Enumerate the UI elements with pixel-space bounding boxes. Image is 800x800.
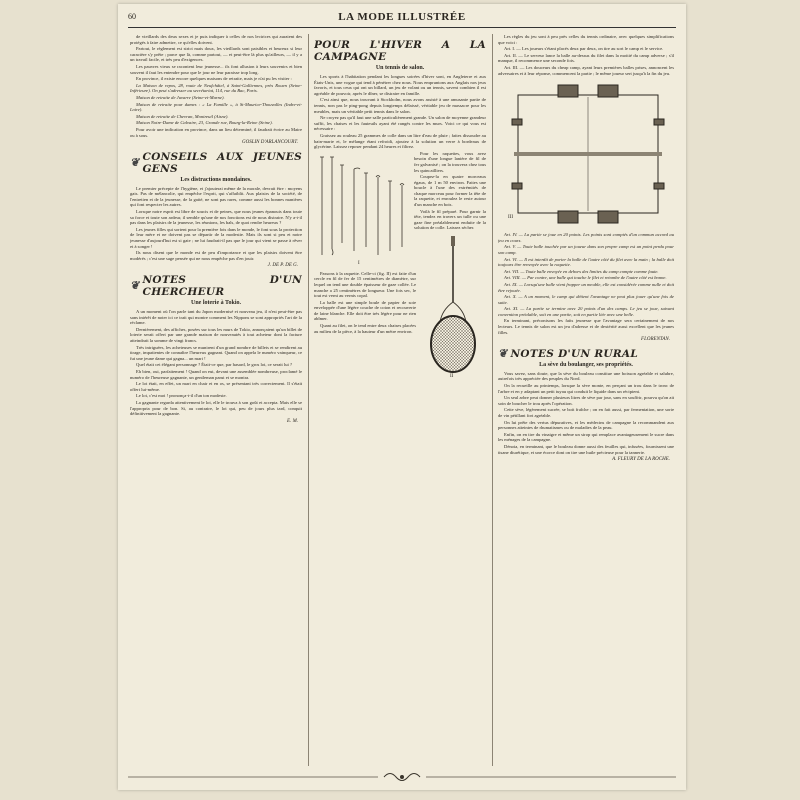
column-rule xyxy=(308,34,309,766)
paragraph: de vieillards des deux sexes et je puis indiquer à celles de nos lectrices qui auraient des protégés à faire admettre, ce qu'elles doivent. xyxy=(130,34,302,45)
journal-title: LA MODE ILLUSTRÉE xyxy=(338,11,466,23)
address-entry: Maison de retraite de Juvarre (Seine-et-Marne). xyxy=(136,94,225,100)
paragraph: Dernièrement, des affiches, posées sur tous les murs de Tokio, annonçaient qu'un billet de loterie serait offert par une grande maison de nouveautés à tout acheteur dont la facture atteindrait la somme de vingt francs. xyxy=(130,326,302,343)
figure-label: II xyxy=(450,374,454,380)
paragraph: Vous savez, sans doute, que la sève du bouleau constitue une boisson agréable et salubre, autrefois très appréciée des peuples du Nord. xyxy=(498,370,674,382)
fleuron-icon: ❦ xyxy=(498,346,508,360)
paragraph: A un moment où l'on parle tant du Japon modernisé et nouveau jeu, il n'est peut-être pas sans intérêt de noter ici ce trait qui montre comment les Nippons se sont appropriés l'art de la réclame. xyxy=(130,309,302,326)
paragraph: Ils nous disent que le monde est de peu d'importance et que les plaisirs doivent être modérés ; c'est une sage pensée qui ne nous empêche pas d'en jouir. xyxy=(130,250,302,261)
paragraph: Pour les raquettes, vous avez besoin d'une longue lanière de fil de fer galvanisé ; on la trouvera chez tous les quincailliers. xyxy=(414,150,486,173)
author-signature: GOSLIN D'ARLANCOURT. xyxy=(242,140,298,146)
paragraph: Eh bien, oui, parfaitement ! Quand on eut, devant une assemblée nombreuse, proclamé le numéro de l'heureuse gagnante, un gentleman parut et se montra. xyxy=(130,368,302,380)
paragraph: Le lot était, en effet, un mari en chair et en os, se présentant très correctement. Il s'était offert lui-même. xyxy=(130,381,302,392)
column-middle xyxy=(314,34,486,766)
author-signature: J. DE P. DE G. xyxy=(267,263,298,269)
address-entry: La Maison de repos, 28, route de Neufchâtel, à Saint-Galliennes, près Rouen (Seine-Inférieure). On peut s'adresser au secrétariat, 114, rue du Bac, Paris. xyxy=(130,82,302,94)
paragraph: Le lot, c'est moi ! prononça-t-il d'un ton modeste. xyxy=(136,393,227,399)
paragraph: Les règles du jeu sont à peu près celles du tennis ordinaire, avec quelques simplifications que voici : xyxy=(498,34,674,45)
page-footer-ornament xyxy=(128,770,676,784)
paragraph: Dénoia, en terminant, que le bouleau donne aussi des feuilles qui, infusées, fournissent une tisane diurétique, et une écorce dont on tire une huile précieuse pour la tannerie. xyxy=(498,443,674,455)
paragraph: Voilà le fil préparé. Pour garnir la tête, tendez en travers un tulle ou une gaze fine préalablement enduite de la solution de colle. Laissez sécher. xyxy=(414,208,486,231)
paragraph: Quel était cet élégant personnage ? Était-ce que, par hasard, le gros lot, ce serait lui ? xyxy=(136,362,292,368)
section-title xyxy=(130,151,302,175)
paragraph: Les pauvres vieux se racontent leur jeunesse... ils font allusion à leurs souvenirs et bien souvent il faut les entendre pour que le jour ne leur paraisse trop long. xyxy=(130,63,302,75)
paragraph: Lorsque notre esprit est libre de soucis et de peines, que nous jeunes épanouis dans toute sa force et toute son ardeur, il semble qu'une de nos fonctions est de nous distraire. N'y a-t-il pas dans les plaisirs de la jeunesse, les réunions, les bals, de quoi rendre heureux ? xyxy=(130,209,302,226)
paragraph: Le premier précepte de l'hygiène, et j'ajouterai même de la morale, devrait être : moyens gais. Pas de mélancolie, qui empêche l'esprit, qui s'affaiblit. Aux plaisirs de la société, de l'entretien et de la jeunesse, de la gaité, ne sont pas rares, comme aussi les bonnes manières qui font respecter les autres. xyxy=(130,185,302,208)
paragraph: Très intriguées, les acheteuses se munirent d'un grand nombre de billets et se rendirent au tirage, impatientes de connaître l'heureux gagnant. Quand on appela le numéro vainqueur, ce fut une jeune dame qui gagna... un mari ! xyxy=(130,344,302,361)
section-title-text: POUR L'HIVER A LA CAMPAGNE xyxy=(314,39,486,63)
paragraph: La balle est une simple boule de papier de soie enveloppée d'une légère couche de coton et recouverte de laine blanche. Elle doit être très légère pour ne rien abîmer. xyxy=(314,299,416,322)
author-signature: FLORENTAN. xyxy=(641,337,670,343)
paragraph: Art. IX. — Lorsqu'une balle vient frapper un meuble, elle est considérée comme nulle et doit être rejouée. xyxy=(498,281,674,293)
fleuron-icon: ❦ xyxy=(130,155,140,169)
paragraph: En province, il existe encore quelques maisons de retraite, mais je n'ai pu les visiter : xyxy=(136,76,292,82)
section-title xyxy=(314,39,486,63)
paragraph: Art. V. — Toute balle touchée par un joueur dans son propre camp est un point perdu pour son camp. xyxy=(498,244,674,255)
column-right xyxy=(498,34,674,766)
paragraph: Ne croyez pas qu'il faut une salle particulièrement grande. Un salon de moyenne grandeur suffit, les chaises et les fauteuils ayant été rangés contre les murs. Voici ce qui vous est nécessaire : xyxy=(314,115,486,132)
figure-court-diagram xyxy=(498,79,674,229)
address-entry: Maison de retraite pour dames : « La Famille », à St-Maurice-Thouvalles (Indre-et-Loire). xyxy=(130,101,302,113)
paragraph: Art. II. — Le serveur lance la balle au-dessus du filet dans la moitié du camp adverse ; s'il manque, il recommence une seconde fois. xyxy=(498,52,674,64)
paragraph: Quant au filet, on le tend entre deux chaises placées au milieu de la pièce, à la hauteur d'un mètre environ. xyxy=(314,323,416,334)
paragraph: En terminant, préconisons les faits jeunesse que l'avantage sera certainement de nos lecteurs. Le tennis de salon est un jeu d'adresse et de dextérité aussi excellent que les jeunes filles. xyxy=(498,318,674,335)
court-diagram-illustration xyxy=(498,79,674,225)
section-title xyxy=(498,348,674,360)
racket-illustration xyxy=(420,232,486,376)
section-title xyxy=(130,274,302,298)
page-header xyxy=(128,11,676,28)
paragraph: Les jeunes filles qui sortent pour la première fois dans le monde, le font sous la protection de leur mère et ne doivent pas se départir de la modestie. Mais ils sont si peu et notre jeunesse d'aujourd'hui est si gaie ; ne lui faudrait-il pas que le jour qui vient se passe à rêver et à songer ! xyxy=(130,226,302,249)
paragraph: Art. X. — A un moment, le camp qui détient l'avantage ne peut plus jouer qu'une fois de suite. xyxy=(498,294,674,305)
fleuron-icon: ❦ xyxy=(130,279,140,292)
section-title-text: NOTES D'UN CHERCHEUR xyxy=(142,274,302,298)
paragraph: On lui prête des vertus dépuratives, et les médecins de campagne la recommandent aux personnes atteintes de rhumatismes ou de maladies de la peau. xyxy=(498,419,674,431)
paragraph: Art. VI. — Il est interdit de porter la balle de l'autre côté du filet avec la main ; la balle doit toujours être renvoyée avec la raquette. xyxy=(498,256,674,268)
section-title-text: CONSEILS AUX JEUNES GENS xyxy=(142,150,302,175)
author-signature: E. M. xyxy=(287,418,298,424)
section-subtitle: La sève du boulanger, ses propriétés. xyxy=(539,361,633,368)
paragraph: Art. VII. — Toute balle envoyée en dehors des limites du camp compte comme faute. xyxy=(504,268,659,274)
paragraph: Pour avoir une indication en province, dans un lieu déterminé, il faudrait écrire au Maire ou à sous. xyxy=(130,126,302,138)
paragraph: Enfin, on en tire du vinaigre et même un sirop qui remplace avantageusement le sucre dans les ménages de la campagne. xyxy=(498,431,674,443)
paragraph: Art. XI. — La partie se termine avec 20 points d'un des camps. Le jeu se joue, suivant convention préalable, soit en une partie, soit en partie liée avec une belle. xyxy=(498,306,674,317)
section-subtitle: Un tennis de salon. xyxy=(375,65,425,71)
paragraph: Art. I. — Les joueurs s'étant placés deux par deux, on tire au sort le camp et le service. xyxy=(504,46,664,52)
author-signature: A. FLEURY DE LA ROCHE. xyxy=(612,457,670,463)
ornamental-border-icon xyxy=(128,770,676,784)
paragraph: La gagnante regarda attentivement le lot, elle le trouva à son goût et accepta. Mais elle se l'appropria pour de bon. Si, au contraire, le lot qui, peu de jours plus tard, conquit définitivement la gagnante. xyxy=(130,399,302,417)
paragraph: Art. III. — Les douceurs du cheap camp, ayant leurs premières balles prises, annoncent les adversaires et à leur réponse, commencent la partie ; le même joueur sert jusqu'à la fin du jeu. xyxy=(498,64,674,76)
section-subtitle: Les distractions mondaines. xyxy=(180,176,252,183)
address-entry: Maison Notre-Dame de Calvaire, 23, Grande rue, Bourg-la-Reine (Seine). xyxy=(136,120,273,126)
paragraph: Coupez-la en quatre morceaux égaux, de 1 m 50 environ. Faites une boucle à l'une des extrémités de chaque morceau pour former la tête de la raquette, et enroulez le reste autour d'un manche en bois. xyxy=(414,174,486,208)
page-number: 60 xyxy=(128,12,136,21)
paragraph: C'est ainsi que, nous trouvant à Stockholm, nous avons assisté à une amusante partie de tennis, non pas le ping-pong depuis longtemps délaissé, véritable jeu de massacre pour les meubles, mais un véritable petit tennis dans le salon. xyxy=(314,97,486,114)
paragraph: Un seul arbre peut donner plusieurs litres de sève par jour, sans en souffrir, pourvu qu'on ait soin de boucher le trou après l'opération. xyxy=(498,395,674,406)
figure-label: I xyxy=(358,260,360,266)
magazine-page xyxy=(118,4,686,790)
figure-racket xyxy=(420,232,486,382)
wire-rods-illustration xyxy=(314,151,410,263)
column-left xyxy=(130,34,302,766)
paragraph: Art. VIII. — Par contre, une balle qui touche le filet et retombe de l'autre côté est bonne. xyxy=(504,275,667,281)
paragraph: Art. IV. — La partie se joue en 20 points. Les points sont comptés d'un commun accord au jeu en cours. xyxy=(498,232,674,243)
paragraph: Passons à la raquette. Celle-ci (fig. II) est faite d'un cercle en fil de fer de 15 centimètres de diamètre, sur lequel on tend une double épaisseur de gaze collée. Le manche a 25 centimètres de longueur. Une fois sec, le tout est verni au vernis copal. xyxy=(314,270,416,299)
paragraph: Les sports à l'habitation pendant les longues soirées d'hiver sont, en Angleterre et aux États-Unis, une vogue qui tend à pénétrer chez nous. Nous empruntons aux Anglais nos jeux favoris, et tous ceux qui ont un billard, un jeu de volant ou un tennis, savent combien il est agréable de pouvoir, après le dîner, se distraire en famille. xyxy=(314,74,486,96)
figure-label: III xyxy=(508,215,513,221)
paragraph: Cette sève, légèrement sucrée, se boit fraîche ; on en fait aussi, par fermentation, une sorte de vin pétillant fort agréable. xyxy=(498,407,674,418)
section-subtitle: Une loterie à Tokio. xyxy=(190,300,241,306)
paragraph: Partout, le règlement est strict mais doux, les vieillards sont paisibles et heureux si leur caractère s'y prête ; parce que là, comme partout, — et peut-être là plus qu'ailleurs, — il y a un travail facile, et très peu d'exigences. xyxy=(130,46,302,63)
paragraph: Graissez au rouleau 25 grammes de colle dans un litre d'eau de pluie ; faites dissoudre au bain-marie et, le mélange étant refroidi, ajoutez à la solution un verre à bordeaux de glycérine. Laissez reposer pendant 24 heures et filtrez. xyxy=(314,132,486,150)
paragraph: On la recueille au printemps, lorsque la sève monte, en perçant un trou dans le tronc de l'arbre et en y adaptant un petit tuyau qui conduit le liquide dans un récipient. xyxy=(498,383,674,394)
column-rule xyxy=(492,34,493,766)
figure-wire-rods xyxy=(314,151,410,269)
address-entry: Maison de retraite de Chevran, Montreuil (Aisne). xyxy=(136,113,229,119)
section-title-text: NOTES D'UN RURAL xyxy=(510,347,638,360)
